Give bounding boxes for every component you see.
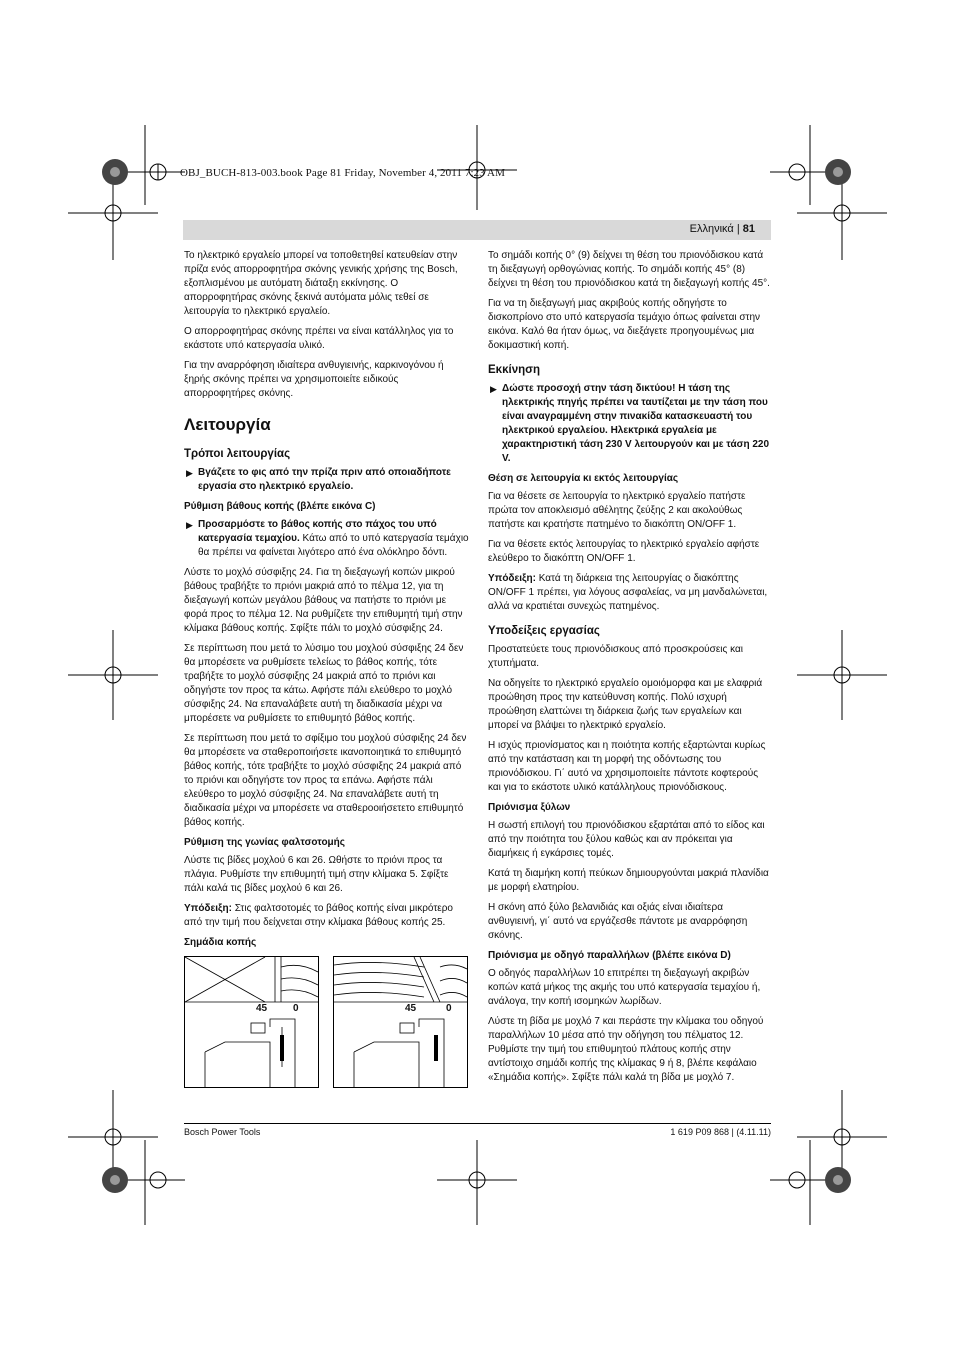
note-text: Κατά τη διάρκεια της λειτουργίας ο διακόπτης ON/OFF 1 πρέπει, για λόγους ασφαλείας, να μη μανδαλώνεται, αλλά να κρατιέται συνεχώς πατημένος. (488, 573, 768, 612)
paragraph: Προστατεύετε τους πριονόδισκους από προσκρούσεις και χτυπήματα. (488, 644, 743, 669)
minor-heading: Πριόνισμα ξύλων (488, 802, 571, 813)
subsection-title: Εκκίνηση (488, 364, 541, 376)
minor-heading: Πριόνισμα με οδηγό παραλλήλων (βλέπε εικόνα D) (488, 950, 731, 961)
note-paragraph (488, 572, 771, 614)
paragraph: Για την αναρρόφηση ιδιαίτερα ανθυγιεινής, καρκινογόνου ή ξηρής σκόνης πρέπει να χρησιμοποιείτε ειδικούς απορροφητήρες σκόνης. (184, 360, 444, 399)
minor-heading: Ρύθμιση βάθους κοπής (βλέπε εικόνα C) (184, 501, 376, 512)
warning-bullet (184, 466, 469, 494)
bullet-text: Κάτω από το υπό κατεργασία τεμάχιο θα πρέπει να φαίνεται λιγότερο από ένα ολόκληρο δόντι. (198, 533, 469, 558)
paragraph: Σε περίπτωση που μετά το σφίξιμο του μοχλού σύσφιξης 24 δεν θα μπορέσετε να σταθεροποιήσετε ικανοποιητικά το επιθυμητό βάθος κοπής, τότε τραβήξτε το μοχλό σύσφιξης 24 μακριά από το πριόνι και οδηγήστε τον προς τα επάνω. Αφήστε πάλι ελεύθερο το μοχλό σύσφιξης 24. Να επαναλάβετε αυτή τη διαδικασία μέχρι να μπορέσετε να σταθεροοιήσετετο επιθυμητό βάθος κοπής. (184, 733, 467, 828)
subsection-title: Υποδείξεις εργασίας (488, 625, 600, 637)
paragraph: Λύστε τις βίδες μοχλού 6 και 26. Ωθήστε το πριόνι προς τα πλάγια. Ρυθμίστε την επιθυμητή τιμή στην κλίμακα 5. Σφίξτε πάλι καλά τις βίδες μοχλού 6 και 26. (184, 855, 449, 894)
paragraph: Το σημάδι κοπής 0° (9) δείχνει τη θέση του πριονόδισκου κατά τη διεξαγωγή ορθογώνιας κοπής. Το σημάδι κοπής 45° (8) δείχνει τη θέση του πριονόδισκου κατά τη διεξαγωγή κοπής 45°. (488, 250, 770, 289)
paragraph: Η ισχύς πριονίσματος και η ποιότητα κοπής εξαρτώνται κυρίως από την κατάσταση και τη μορφή της οδόντωσης του πριονόδισκου. Γι΄ αυτό να χρησιμοποιείτε πάντοτε κοφτερούς και για το εκάστοτε υλικό κατάλληλους πριονόδισκους. (488, 740, 766, 793)
note-label: Υπόδειξη: (184, 903, 232, 914)
minor-heading: Θέση σε λειτουργία κι εκτός λειτουργίας (488, 473, 679, 484)
mark-0-label: 0 (293, 1003, 299, 1014)
bullet-arrow-icon: ▶ (490, 384, 497, 394)
mark-45-label: 45 (405, 1003, 417, 1014)
bullet-text: Δώστε προσοχή στην τάση δικτύου! Η τάση της ηλεκτρικής πηγής πρέπει να ταυτίζεται με την τάση που είναι αναγραμμένη στην πινακίδα κατασκευαστή του ηλεκτρικού εργαλείου. Ηλεκτρικά εργαλεία με χαρακτηριστική τάση 230 V λειτουργούν και με τάση 220 V. (502, 383, 770, 464)
paragraph: Κατά τη διαμήκη κοπή πεύκων δημιουργούνται μακριά πλανίδια με μορφή ελατηρίου. (488, 868, 769, 893)
note-label: Υπόδειξη: (488, 573, 536, 584)
paragraph: Για να θέσετε σε λειτουργία το ηλεκτρικό εργαλείο πατήστε πρώτα τον αποκλεισμό αθέλητης ζεύξης 2 και ακολούθως πατήστε και κρατήστε πατημένο το διακόπτη ON/OFF 1. (488, 491, 746, 530)
note-paragraph (184, 902, 469, 930)
paragraph: Λύστε το μοχλό σύσφιξης 24. Για τη διεξαγωγή κοπών μικρού βάθους τραβήξτε το πριόνι μακριά από το πέλμα 12, για τη διεξαγωγή κοπών μεγάλου βάθους να πατήστε το πριόνι με φορά προς το πέλμα 12. Να ρυθμίζετε την επιθυμητή τιμή στην κλίμακα βάθους κοπής. Σφίξτε πάλι το μοχλό σύσφιξης 24. (184, 567, 463, 634)
bullet-bold-text: Προσαρμόστε το βάθος κοπής στο πάχος του υπό κατεργασία τεμαχίου. (198, 519, 437, 544)
section-title: Λειτουργία (184, 415, 271, 434)
footer-doc-number: 1 619 P09 868 | (4.11.11) (670, 1127, 771, 1137)
bullet-text: Βγάζετε το φις από την πρίζα πριν από οποιαδήποτε εργασία στο ηλεκτρικό εργαλείο. (198, 467, 451, 492)
footer-brand: Bosch Power Tools (184, 1127, 261, 1137)
paragraph: Να οδηγείτε το ηλεκτρικό εργαλείο ομοιόμορφα και με ελαφριά προώθηση προς την κατεύθυνση κοπής. Πολύ ισχυρή προώθηση ελαττώνει τη διάρκεια ζωής των εργαλείων και μπορεί να βλάψει το ηλεκτρικό εργαλείο. (488, 678, 763, 731)
paragraph: Λύστε τη βίδα με μοχλό 7 και περάστε την κλίμακα του οδηγού παραλλήλων 10 μέσα από την οδήγηση του πέλματος 12. Ρυθμίστε την τιμή του επιθυμητού πλάτους κοπής στην αντίστοιχο σημάδι κοπής της κλίμακας 9 ή 8, βλέπε κεφάλαιο «Σημάδια κοπής». Σφίξτε πάλι καλά τη βίδα με μοχλό 7. (488, 1016, 764, 1083)
figure-drawing (185, 957, 318, 1087)
minor-heading: Σημάδια κοπής (184, 937, 257, 948)
minor-heading: Ρύθμιση της γωνίας φαλτσοτομής (184, 837, 345, 848)
paragraph: Το ηλεκτρικό εργαλείο μπορεί να τοποθετηθεί κατευθείαν στην πρίζα ενός απορροφητήρα σκόνης γενικής χρήσης της Bosch, εξοπλισμένου με αυτόματη διάταξη εκκίνησης. Ο απορροφητήρας σκόνης ξεκινά αυτόματα μόλις τεθεί σε λειτουργία το ηλεκτρικό εργαλείο. (184, 250, 458, 317)
mark-0-label: 0 (446, 1003, 452, 1014)
page-number: 81 (742, 223, 755, 235)
note-text: Στις φαλτσοτομές το βάθος κοπής είναι μικρότερο από την τιμή που δείχνεται στην κλίμακα βάθους κοπής 25. (184, 903, 453, 928)
footer-divider (184, 1123, 771, 1124)
paragraph: Για να θέσετε εκτός λειτουργίας το ηλεκτρικό εργαλείο αφήστε ελεύθερο το διακόπτη ON/OFF 1. (488, 539, 760, 564)
paragraph: Σε περίπτωση που μετά το λύσιμο του μοχλού σύσφιξης 24 δεν θα μπορέσετε να ρυθμίσετε τελείως το βάθος κοπής, τότε τραβήξτε το μοχλό σύσφιξης 24 μακριά από το πριόνι και οδηγήστε τον προς τα κάτω. Αφήστε πάλι ελεύθερο το μοχλό σύσφιξης 24. Να επαναλάβετε αυτή τη διαδικασία μέχρι να μπορέσετε να ρυθμίσετε το επιθυμητό βάθος κοπής. (184, 643, 464, 724)
header-text: Ελληνικά | 81 (689, 223, 755, 235)
bullet-arrow-icon: ▶ (186, 520, 193, 530)
header-language: Ελληνικά (689, 223, 734, 235)
page-header (183, 220, 771, 240)
paragraph: Για να τη διεξαγωγή μιας ακριβούς κοπής οδηγήστε το δισκοπρίονο στο υπό κατεργασία τεμάχιο όπως φαίνεται στην εικόνα. Καλό θα ήταν όμως, να διεξάγετε προηγουμένως μια δοκιμαστική κοπή. (488, 298, 761, 351)
left-column (184, 249, 469, 954)
figure-drawing (334, 957, 467, 1087)
cutting-marks-figure-bevel (333, 956, 468, 1088)
cutting-marks-figure-straight (184, 956, 319, 1088)
warning-bullet (488, 382, 771, 466)
print-info: OBJ_BUCH-813-003.book Page 81 Friday, November 4, 2011 7:23 AM (180, 167, 505, 179)
paragraph: Η σκόνη από ξύλο βελανιδιάς και οξιάς είναι ιδιαίτερα ανθυγιεινή, γι΄ αυτό να εργάζεσθε πάντοτε με αναρρόφηση σκόνης. (488, 902, 748, 941)
mark-45-label: 45 (256, 1003, 268, 1014)
paragraph: Η σωστή επιλογή του πριονόδισκου εξαρτάται από το είδος και από την ποιότητα του ξύλου καθώς και αν πρόκειται για διαμήκεις ή εγκάρσιες τομές. (488, 820, 765, 859)
paragraph: Ο οδηγός παραλλήλων 10 επιτρέπει τη διεξαγωγή ακριβών κοπών κατά μήκος της ακμής του υπό κατεργασία τεμαχίου ή, ανάλογα, την κοπή ισομηκών λωρίδων. (488, 968, 761, 1007)
paragraph: Ο απορροφητήρας σκόνης πρέπει να είναι κατάλληλος για το εκάστοτε υπό κατεργασία υλικό. (184, 326, 454, 351)
instruction-bullet (184, 518, 469, 560)
right-column (488, 249, 771, 1091)
subsection-title: Τρόποι λειτουργίας (184, 448, 291, 460)
bullet-arrow-icon: ▶ (186, 468, 193, 478)
